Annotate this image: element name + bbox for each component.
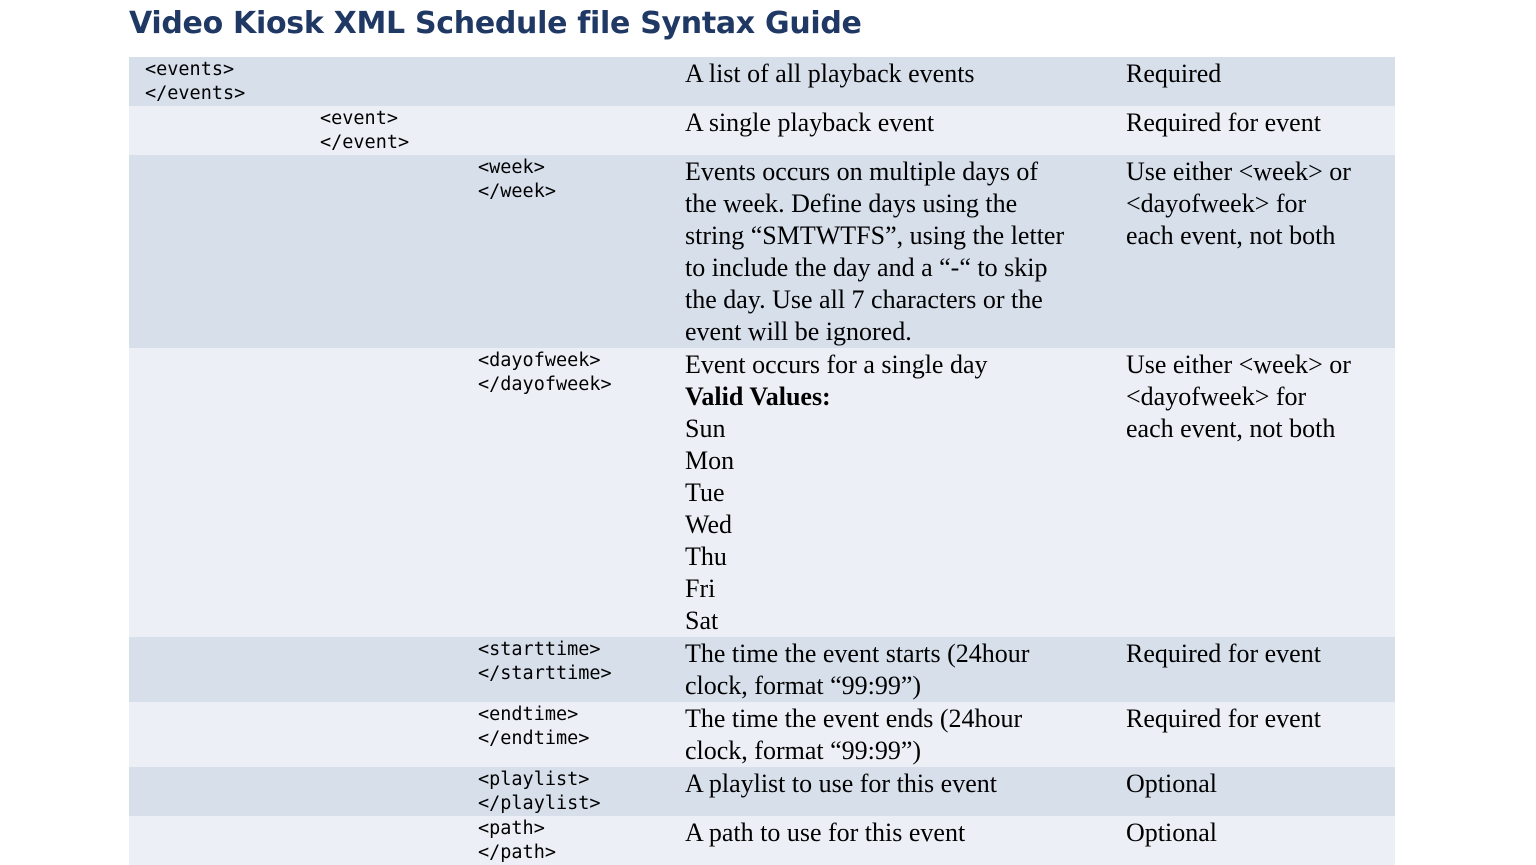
day-value: Sun <box>685 414 726 443</box>
requirement-cell: Optional <box>1126 767 1395 816</box>
open-tag: <starttime> <box>478 639 601 660</box>
tag-cell <box>461 155 685 348</box>
open-tag: <dayofweek> <box>478 350 601 371</box>
open-tag: <events> <box>145 59 235 80</box>
close-tag: </events> <box>145 83 246 104</box>
requirement-cell: Required for event <box>1126 702 1395 767</box>
table-row <box>129 702 1395 767</box>
open-tag: <week> <box>478 157 545 178</box>
open-tag: <event> <box>320 108 398 129</box>
open-tag: <path> <box>478 818 545 839</box>
table-row <box>129 155 1395 348</box>
requirement-cell: Use either <week> or <dayofweek> for each event, not both <box>1126 348 1395 637</box>
description-cell: Events occurs on multiple days of the week. Define days using the string “SMTWTFS”, using the letter to include the day and a “-“ to skip the day. Use all 7 characters or the event will be ignored. <box>685 155 1126 348</box>
tag-cell <box>302 106 461 155</box>
table-row <box>129 106 1395 155</box>
requirement-cell: Optional <box>1126 816 1395 865</box>
valid-values-label: Valid Values: <box>685 382 831 411</box>
open-tag: <endtime> <box>478 704 579 725</box>
day-value: Fri <box>685 574 716 603</box>
description-cell: A path to use for this event <box>685 816 1126 865</box>
tag-cell <box>129 57 302 106</box>
tag-cell <box>461 348 685 637</box>
tag-cell <box>461 816 685 865</box>
close-tag: </path> <box>478 842 556 863</box>
day-value: Tue <box>685 478 725 507</box>
table-row <box>129 348 1395 637</box>
close-tag: </starttime> <box>478 663 612 684</box>
close-tag: </event> <box>320 132 410 153</box>
requirement-cell: Use either <week> or <dayofweek> for each event, not both <box>1126 155 1395 348</box>
requirement-cell: Required for event <box>1126 106 1395 155</box>
day-value: Wed <box>685 510 732 539</box>
close-tag: </playlist> <box>478 793 601 814</box>
table-row <box>129 816 1395 865</box>
description-cell: A playlist to use for this event <box>685 767 1126 816</box>
table-row <box>129 637 1395 702</box>
tag-cell <box>461 637 685 702</box>
day-value: Mon <box>685 446 735 475</box>
tag-cell <box>461 702 685 767</box>
table-row <box>129 57 1395 106</box>
description-cell: A single playback event <box>685 106 1126 155</box>
requirement-cell: Required <box>1126 57 1395 106</box>
day-value: Sat <box>685 606 719 635</box>
page-title: Video Kiosk XML Schedule file Syntax Guide <box>129 6 862 41</box>
description-cell: A list of all playback events <box>685 57 1126 106</box>
close-tag: </dayofweek> <box>478 374 612 395</box>
description-cell: The time the event starts (24hour clock, format “99:99”) <box>685 637 1126 702</box>
description-cell: Event occurs for a single day Valid Values: Sun Mon Tue Wed Thu Fri Sat <box>685 348 1126 637</box>
close-tag: </endtime> <box>478 728 590 749</box>
description-cell: The time the event ends (24hour clock, format “99:99”) <box>685 702 1126 767</box>
open-tag: <playlist> <box>478 769 590 790</box>
requirement-cell: Required for event <box>1126 637 1395 702</box>
syntax-table <box>129 57 1395 865</box>
close-tag: </week> <box>478 181 556 202</box>
tag-cell <box>461 767 685 816</box>
day-value: Thu <box>685 542 727 571</box>
table-row <box>129 767 1395 816</box>
